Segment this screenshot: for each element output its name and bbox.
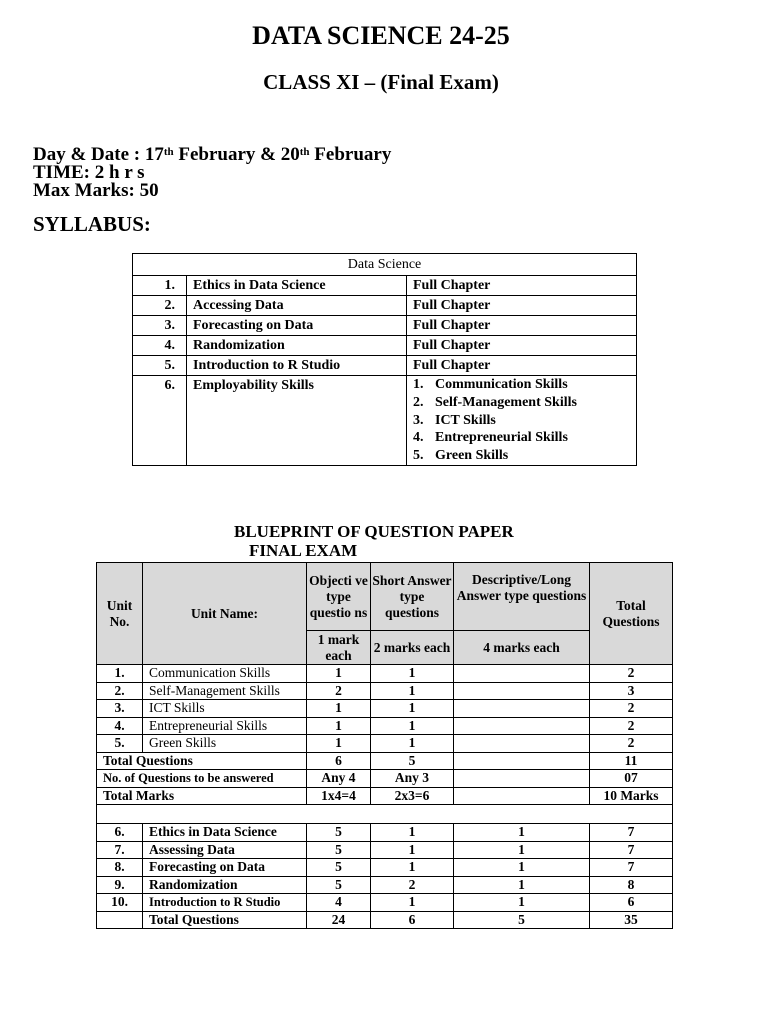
syllabus-num: 1. — [133, 276, 187, 296]
obj-count: 1 — [307, 735, 371, 753]
header-short-answer: Short Answer type questions — [371, 563, 454, 631]
syllabus-row — [133, 356, 637, 376]
sub-item-num: 3. — [413, 412, 424, 428]
header-desc-marks: 4 marks each — [454, 631, 590, 665]
obj-count: 1 — [307, 665, 371, 683]
date-prefix: Day & Date : 17 — [33, 144, 164, 165]
total-count: 7 — [590, 841, 673, 859]
page-subtitle: CLASS XI – (Final Exam) — [263, 70, 499, 94]
syllabus-coverage: Full Chapter — [407, 296, 637, 316]
unit-name: ICT Skills — [143, 700, 307, 718]
table-row — [97, 876, 673, 894]
unit-name: Introduction to R Studio — [143, 894, 307, 912]
desc-count: 1 — [454, 894, 590, 912]
unit-no: 9. — [97, 876, 143, 894]
final-total-label: Total Questions — [143, 911, 307, 929]
syllabus-row — [133, 276, 637, 296]
unit-name: Forecasting on Data — [143, 859, 307, 877]
syllabus-sub-item — [410, 429, 636, 447]
syllabus-num: 2. — [133, 296, 187, 316]
table-row — [97, 717, 673, 735]
syllabus-sub-item — [410, 376, 636, 394]
unit-name: Self-Management Skills — [143, 682, 307, 700]
header-short-marks: 2 marks each — [371, 631, 454, 665]
table-row — [97, 824, 673, 842]
unit-name: Communication Skills — [143, 665, 307, 683]
obj-count: 1 — [307, 717, 371, 735]
obj-count: 5 — [307, 824, 371, 842]
date-suffix-1: th — [163, 146, 174, 158]
desc-count: 1 — [454, 876, 590, 894]
total-count: 6 — [590, 894, 673, 912]
table-row — [97, 841, 673, 859]
blueprint-header-row — [97, 563, 673, 631]
syllabus-chapter: Employability Skills — [187, 376, 407, 466]
final-total-blank — [97, 911, 143, 929]
header-descriptive: Descriptive/Long Answer type questions — [454, 563, 590, 631]
obj-count: 5 — [307, 859, 371, 877]
max-marks: Max Marks: 50 — [33, 180, 159, 201]
syllabus-row — [133, 316, 637, 336]
obj-count: 5 — [307, 876, 371, 894]
desc-count — [454, 665, 590, 683]
sub-item-num: 2. — [413, 394, 424, 410]
short-count: 1 — [371, 841, 454, 859]
syllabus-chapter: Ethics in Data Science — [187, 276, 407, 296]
to-answer-row — [97, 770, 673, 788]
desc-count: 1 — [454, 841, 590, 859]
unit-no: 2. — [97, 682, 143, 700]
syllabus-sub-list — [407, 376, 637, 466]
syllabus-chapter: Randomization — [187, 336, 407, 356]
unit-name: Ethics in Data Science — [143, 824, 307, 842]
obj-marks: 1x4=4 — [307, 787, 371, 805]
sub-item-text: ICT Skills — [435, 412, 496, 428]
desc-count — [454, 717, 590, 735]
syllabus-chapter: Forecasting on Data — [187, 316, 407, 336]
desc-count: 1 — [454, 824, 590, 842]
sub-item-num: 5. — [413, 448, 424, 464]
obj-count: 2 — [307, 682, 371, 700]
unit-no: 4. — [97, 717, 143, 735]
final-total-row — [97, 911, 673, 929]
exam-time: TIME: 2 h r s — [33, 162, 145, 183]
date-suffix-2: th — [299, 146, 310, 158]
desc-count — [454, 700, 590, 718]
syllabus-sub-item — [410, 447, 636, 465]
blueprint-table — [96, 562, 673, 929]
unit-name: Entrepreneurial Skills — [143, 717, 307, 735]
obj-count: Any 4 — [307, 770, 371, 788]
short-count: Any 3 — [371, 770, 454, 788]
short-count: 1 — [371, 735, 454, 753]
obj-count: 6 — [307, 752, 371, 770]
syllabus-coverage: Full Chapter — [407, 316, 637, 336]
syllabus-chapter: Accessing Data — [187, 296, 407, 316]
obj-count: 5 — [307, 841, 371, 859]
syllabus-sub-item — [410, 412, 636, 430]
unit-no: 10. — [97, 894, 143, 912]
sub-item-text: Self-Management Skills — [435, 394, 577, 410]
table-row — [97, 859, 673, 877]
syllabus-table-title: Data Science — [133, 254, 637, 276]
syllabus-table — [132, 253, 637, 466]
short-count: 1 — [371, 700, 454, 718]
total-count: 2 — [590, 735, 673, 753]
short-count: 5 — [371, 752, 454, 770]
header-unit-no: Unit No. — [97, 563, 143, 665]
desc-count — [454, 770, 590, 788]
unit-name: Randomization — [143, 876, 307, 894]
spacer-cell — [97, 805, 673, 824]
unit-no: 6. — [97, 824, 143, 842]
unit-no: 7. — [97, 841, 143, 859]
unit-no: 5. — [97, 735, 143, 753]
header-total: Total Questions — [590, 563, 673, 665]
to-answer-label: No. of Questions to be answered — [97, 770, 307, 788]
obj-count: 4 — [307, 894, 371, 912]
total-count: 2 — [590, 717, 673, 735]
page-title: DATA SCIENCE 24-25 — [252, 21, 510, 50]
short-count: 1 — [371, 859, 454, 877]
total-count: 35 — [590, 911, 673, 929]
table-row — [97, 894, 673, 912]
desc-count: 5 — [454, 911, 590, 929]
total-count: 07 — [590, 770, 673, 788]
syllabus-num: 6. — [133, 376, 187, 466]
desc-count — [454, 735, 590, 753]
total-count: 7 — [590, 859, 673, 877]
syllabus-num: 4. — [133, 336, 187, 356]
short-count: 6 — [371, 911, 454, 929]
desc-marks — [454, 787, 590, 805]
sub-item-text: Communication Skills — [435, 377, 568, 392]
syllabus-chapter: Introduction to R Studio — [187, 356, 407, 376]
total-questions-label: Total Questions — [97, 752, 307, 770]
sub-item-text: Entrepreneurial Skills — [435, 430, 568, 446]
blueprint-subtitle: FINAL EXAM — [249, 541, 358, 560]
blueprint-title: BLUEPRINT OF QUESTION PAPER — [234, 522, 514, 541]
table-row — [97, 700, 673, 718]
syllabus-row — [133, 296, 637, 316]
short-count: 1 — [371, 665, 454, 683]
table-row — [97, 665, 673, 683]
unit-name: Green Skills — [143, 735, 307, 753]
total-count: 2 — [590, 665, 673, 683]
total-count: 7 — [590, 824, 673, 842]
total-count: 3 — [590, 682, 673, 700]
syllabus-title-row — [133, 254, 637, 276]
desc-count — [454, 682, 590, 700]
total-count: 8 — [590, 876, 673, 894]
sub-item-num: 1. — [413, 377, 424, 392]
syllabus-coverage: Full Chapter — [407, 336, 637, 356]
desc-count — [454, 752, 590, 770]
total-marks: 10 Marks — [590, 787, 673, 805]
syllabus-row — [133, 376, 637, 466]
sub-item-num: 4. — [413, 430, 424, 446]
short-count: 1 — [371, 682, 454, 700]
unit-no: 1. — [97, 665, 143, 683]
short-count: 1 — [371, 894, 454, 912]
short-count: 1 — [371, 717, 454, 735]
syllabus-num: 5. — [133, 356, 187, 376]
unit-name: Assessing Data — [143, 841, 307, 859]
syllabus-num: 3. — [133, 316, 187, 336]
header-unit-name: Unit Name: — [143, 563, 307, 665]
total-count: 2 — [590, 700, 673, 718]
date-middle: February & 20 — [173, 144, 300, 165]
short-count: 2 — [371, 876, 454, 894]
header-objective: Objecti ve type questio ns — [307, 563, 371, 631]
total-marks-row — [97, 787, 673, 805]
syllabus-sub-item — [410, 394, 636, 412]
table-row — [97, 735, 673, 753]
obj-count: 24 — [307, 911, 371, 929]
date-end: February — [309, 144, 392, 165]
desc-count: 1 — [454, 859, 590, 877]
unit-no: 8. — [97, 859, 143, 877]
unit-no: 3. — [97, 700, 143, 718]
sub-item-text: Green Skills — [435, 448, 509, 464]
header-obj-marks: 1 mark each — [307, 631, 371, 665]
syllabus-coverage: Full Chapter — [407, 276, 637, 296]
short-count: 1 — [371, 824, 454, 842]
syllabus-coverage: Full Chapter — [407, 356, 637, 376]
total-marks-label: Total Marks — [97, 787, 307, 805]
syllabus-row — [133, 336, 637, 356]
short-marks: 2x3=6 — [371, 787, 454, 805]
table-row — [97, 682, 673, 700]
spacer-row — [97, 805, 673, 824]
total-count: 11 — [590, 752, 673, 770]
total-questions-row — [97, 752, 673, 770]
obj-count: 1 — [307, 700, 371, 718]
syllabus-heading: SYLLABUS: — [33, 212, 151, 236]
